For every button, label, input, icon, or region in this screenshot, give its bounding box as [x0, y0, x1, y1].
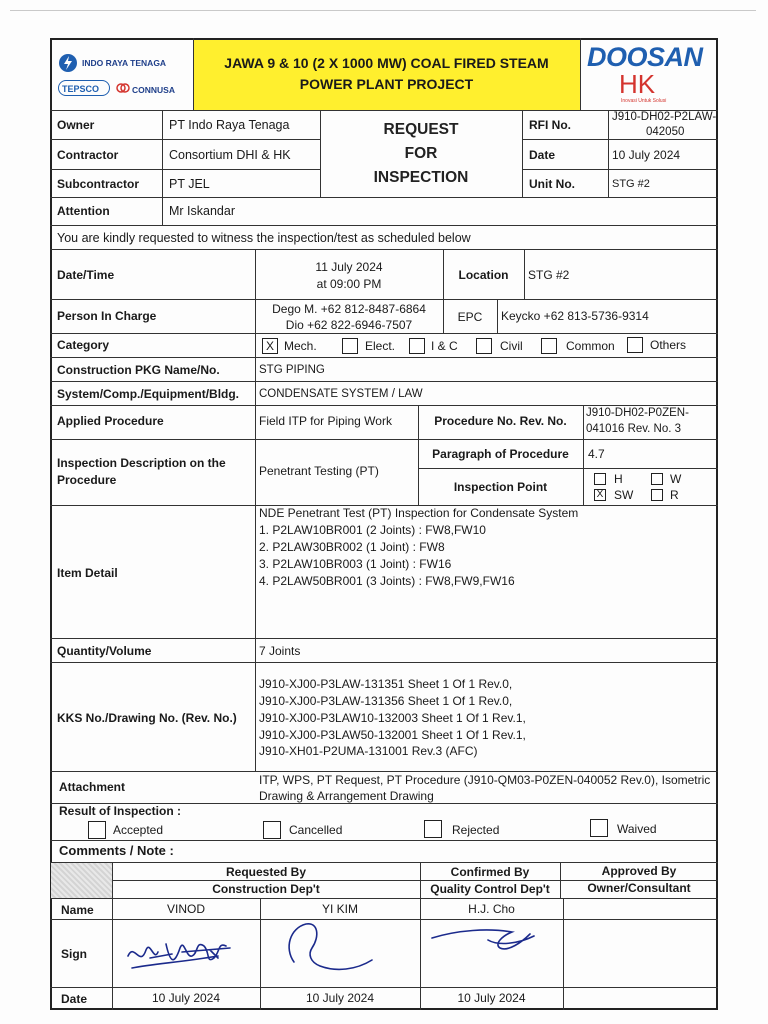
signoff-date: 10 July 2024: [457, 991, 526, 1005]
signer-name: H.J. Cho: [468, 902, 515, 916]
category-elect-label: Elect.: [365, 339, 396, 353]
signature-vinod: [122, 928, 250, 978]
construction-dept-label: Construction Dep't: [212, 882, 320, 896]
result-accepted-label: Accepted: [113, 823, 164, 837]
line: [50, 139, 320, 140]
project-title-banner: [193, 40, 580, 110]
result-accepted-checkbox[interactable]: [88, 821, 106, 839]
item-detail-line: NDE Penetrant Test (PT) Inspection for Condensate System: [259, 506, 579, 520]
form-title-line1: REQUEST: [383, 121, 459, 138]
category-common-label: Common: [566, 339, 615, 353]
procedure-no-value-line2: 041016 Rev. No. 3: [586, 423, 682, 435]
result-rejected-checkbox[interactable]: [424, 820, 442, 838]
kks-line: J910-XJ00-P3LAW50-132001 Sheet 1 Of 1 Rev.1,: [259, 728, 526, 742]
result-of-inspection-label: Result of Inspection :: [59, 804, 182, 818]
date-row-label: Date: [61, 992, 88, 1006]
category-civil-checkbox[interactable]: [476, 338, 492, 354]
applied-procedure-value: Field ITP for Piping Work: [259, 414, 392, 428]
attachment-label: Attachment: [59, 780, 126, 794]
applied-procedure-label: Applied Procedure: [57, 414, 164, 428]
line: [418, 468, 718, 469]
location-value: STG #2: [528, 268, 570, 282]
requested-by-label: Requested By: [225, 865, 307, 879]
item-detail-label: Item Detail: [57, 566, 118, 580]
inspection-point-w-checkbox[interactable]: [651, 473, 663, 485]
category-others-label: Others: [650, 338, 687, 352]
category-label: Category: [57, 338, 110, 352]
inspection-description-label-line1: Inspection Description on the: [57, 456, 226, 470]
signer-name: VINOD: [166, 902, 205, 916]
name-label: Name: [61, 903, 94, 917]
sign-label: Sign: [61, 947, 87, 961]
kks-line: J910-XJ00-P3LAW-131356 Sheet 1 Of 1 Rev.0,: [259, 694, 513, 708]
item-detail-line: 3. P2LAW10BR003 (1 Joint) : FW16: [259, 557, 452, 571]
inspection-description-value: Penetrant Testing (PT): [259, 464, 379, 478]
line: [50, 169, 320, 170]
owner-label: Owner: [57, 118, 95, 132]
unit-no-value: STG #2: [612, 178, 650, 190]
inspection-point-h-checkbox[interactable]: [594, 473, 606, 485]
connusa-logo-icon: [116, 81, 130, 95]
form-title-line3: INSPECTION: [373, 169, 469, 186]
line: [50, 249, 718, 250]
result-waived-label: Waived: [617, 822, 657, 836]
owner-value: PT Indo Raya Tenaga: [169, 118, 290, 132]
procedure-no-label: Procedure No. Rev. No.: [434, 414, 567, 428]
result-rejected-label: Rejected: [452, 823, 500, 837]
attachment-line1: ITP, WPS, PT Request, PT Procedure (J910-QM03-P0ZEN-040052 Rev.0), Isometric: [259, 773, 711, 787]
construction-pkg-label: Construction PKG Name/No.: [57, 363, 220, 377]
rfi-no-value-line1: J910-DH02-P2LAW-: [612, 111, 717, 123]
subcontractor-value: PT JEL: [169, 177, 210, 191]
line: [50, 638, 718, 639]
paragraph-of-procedure-label: Paragraph of Procedure: [432, 447, 569, 461]
page-top-edge: [10, 10, 756, 11]
person-in-charge-label: Person In Charge: [57, 309, 157, 323]
datetime-label: Date/Time: [57, 268, 115, 282]
line: [50, 299, 718, 300]
category-ic-checkbox[interactable]: [409, 338, 425, 354]
line: [50, 987, 718, 988]
line: [193, 38, 194, 110]
inspection-point-r-checkbox[interactable]: [651, 489, 663, 501]
line: [522, 139, 718, 140]
inspection-point-label: Inspection Point: [453, 480, 548, 494]
result-cancelled-checkbox[interactable]: [263, 821, 281, 839]
line: [50, 840, 718, 841]
line: [50, 898, 718, 899]
subcontractor-label: Subcontractor: [57, 177, 140, 191]
unit-no-label: Unit No.: [529, 177, 575, 191]
result-cancelled-label: Cancelled: [289, 823, 343, 837]
form-title: [320, 118, 522, 190]
logo-left-block: [52, 40, 192, 110]
qc-dept-label: Quality Control Dep't: [430, 882, 550, 896]
contractor-label: Contractor: [57, 148, 119, 162]
item-detail-line: 4. P2LAW50BR001 (3 Joints) : FW8,FW9,FW16: [259, 574, 515, 588]
kks-line: J910-XJ00-P3LAW10-132003 Sheet 1 Of 1 Rev.1,: [259, 711, 526, 725]
line: [580, 38, 581, 110]
comments-label: Comments / Note :: [59, 843, 174, 858]
construction-pkg-value: STG PIPING: [259, 364, 325, 376]
inspection-point-h-label: H: [614, 472, 623, 486]
line: [497, 299, 498, 333]
result-waived-checkbox[interactable]: [590, 819, 608, 837]
category-ic-label: I & C: [431, 339, 458, 353]
epc-label: EPC: [457, 310, 483, 324]
quantity-label: Quantity/Volume: [57, 644, 152, 658]
signoff-date: 10 July 2024: [305, 991, 375, 1005]
form-title-line2: FOR: [404, 145, 438, 162]
project-title-line1: JAWA 9 & 10 (2 X 1000 MW) COAL FIRED STEAM: [224, 55, 549, 71]
line: [583, 405, 584, 505]
person-in-charge-line1: Dego M. +62 812-8487-6864: [272, 302, 426, 316]
epc-value: Keycko +62 813-5736-9314: [501, 309, 649, 323]
owner-consultant-label: Owner/Consultant: [587, 881, 691, 895]
system-label: System/Comp./Equipment/Bldg.: [57, 387, 240, 401]
signoff-date: 10 July 2024: [151, 991, 221, 1005]
signer-name: YI KIM: [321, 902, 358, 916]
approved-by-label: Approved By: [601, 864, 677, 878]
category-mech-label: Mech.: [284, 339, 317, 353]
schedule-time-value: at 09:00 PM: [316, 277, 382, 291]
hk-logo-tagline: Inovasi Untuk Solusi: [621, 98, 667, 104]
inspection-point-r-label: R: [670, 488, 679, 502]
line: [50, 381, 718, 382]
line: [50, 439, 718, 440]
signoff-header-shade: [51, 863, 112, 898]
line: [50, 197, 718, 198]
date-value: 10 July 2024: [612, 148, 681, 162]
line: [162, 110, 163, 225]
system-value: CONDENSATE SYSTEM / LAW: [259, 388, 423, 400]
kks-label: KKS No./Drawing No. (Rev. No.): [57, 711, 237, 725]
company-indo-raya: INDO RAYA TENAGA: [82, 58, 167, 68]
category-elect-checkbox[interactable]: [342, 338, 358, 354]
attachment-line2: Drawing & Arrangement Drawing: [259, 789, 434, 803]
company-tepsco: TEPSCO: [62, 84, 100, 94]
person-in-charge-line2: Dio +62 822-6946-7507: [285, 318, 413, 332]
location-label: Location: [458, 268, 509, 282]
inspection-point-sw-checkbox[interactable]: X: [594, 489, 606, 501]
line: [50, 357, 718, 358]
category-mech-checkbox[interactable]: X: [262, 338, 278, 354]
rfi-no-value-line2: 042050: [646, 126, 685, 138]
hk-logo: HK: [619, 69, 656, 99]
logo-right-block: [581, 40, 716, 110]
lightning-logo-icon: [58, 53, 78, 73]
inspection-point-w-label: W: [670, 472, 682, 486]
project-title-line2: POWER PLANT PROJECT: [299, 76, 474, 92]
date-label: Date: [529, 148, 556, 162]
kks-line: J910-XJ00-P3LAW-131351 Sheet 1 Of 1 Rev.0,: [259, 677, 513, 691]
inspection-point-sw-label: SW: [614, 488, 634, 502]
attention-value: Mr Iskandar: [169, 204, 235, 218]
line: [522, 110, 523, 197]
schedule-date-value: 11 July 2024: [315, 260, 383, 274]
item-detail-line: 1. P2LAW10BR001 (2 Joints) : FW8,FW10: [259, 523, 486, 537]
category-others-checkbox[interactable]: [627, 337, 643, 353]
inspection-description-label-line2: Procedure: [57, 473, 117, 487]
doosan-logo: DOOSAN: [587, 42, 703, 72]
paragraph-of-procedure-value: 4.7: [588, 447, 605, 461]
line: [50, 225, 718, 226]
line: [524, 249, 525, 299]
line: [522, 169, 718, 170]
category-common-checkbox[interactable]: [541, 338, 557, 354]
line: [608, 110, 609, 197]
signature-hj-cho: [428, 922, 540, 958]
category-civil-label: Civil: [500, 339, 523, 353]
contractor-value: Consortium DHI & HK: [169, 148, 291, 162]
rfi-no-label: RFI No.: [529, 118, 571, 132]
line: [563, 898, 564, 1010]
kks-line: J910-XH01-P2UMA-131001 Rev.3 (AFC): [259, 744, 478, 758]
company-connusa: CONNUSA: [132, 85, 175, 95]
intro-text: You are kindly requested to witness the inspection/test as scheduled below: [57, 231, 471, 245]
confirmed-by-label: Confirmed By: [450, 865, 530, 879]
item-detail-line: 2. P2LAW30BR002 (1 Joint) : FW8: [259, 540, 445, 554]
attention-label: Attention: [57, 204, 110, 218]
signature-yi-kim: [280, 918, 390, 980]
line: [50, 333, 718, 334]
quantity-value: 7 Joints: [259, 644, 301, 658]
procedure-no-value-line1: J910-DH02-P0ZEN-: [586, 407, 689, 419]
line: [50, 662, 718, 663]
